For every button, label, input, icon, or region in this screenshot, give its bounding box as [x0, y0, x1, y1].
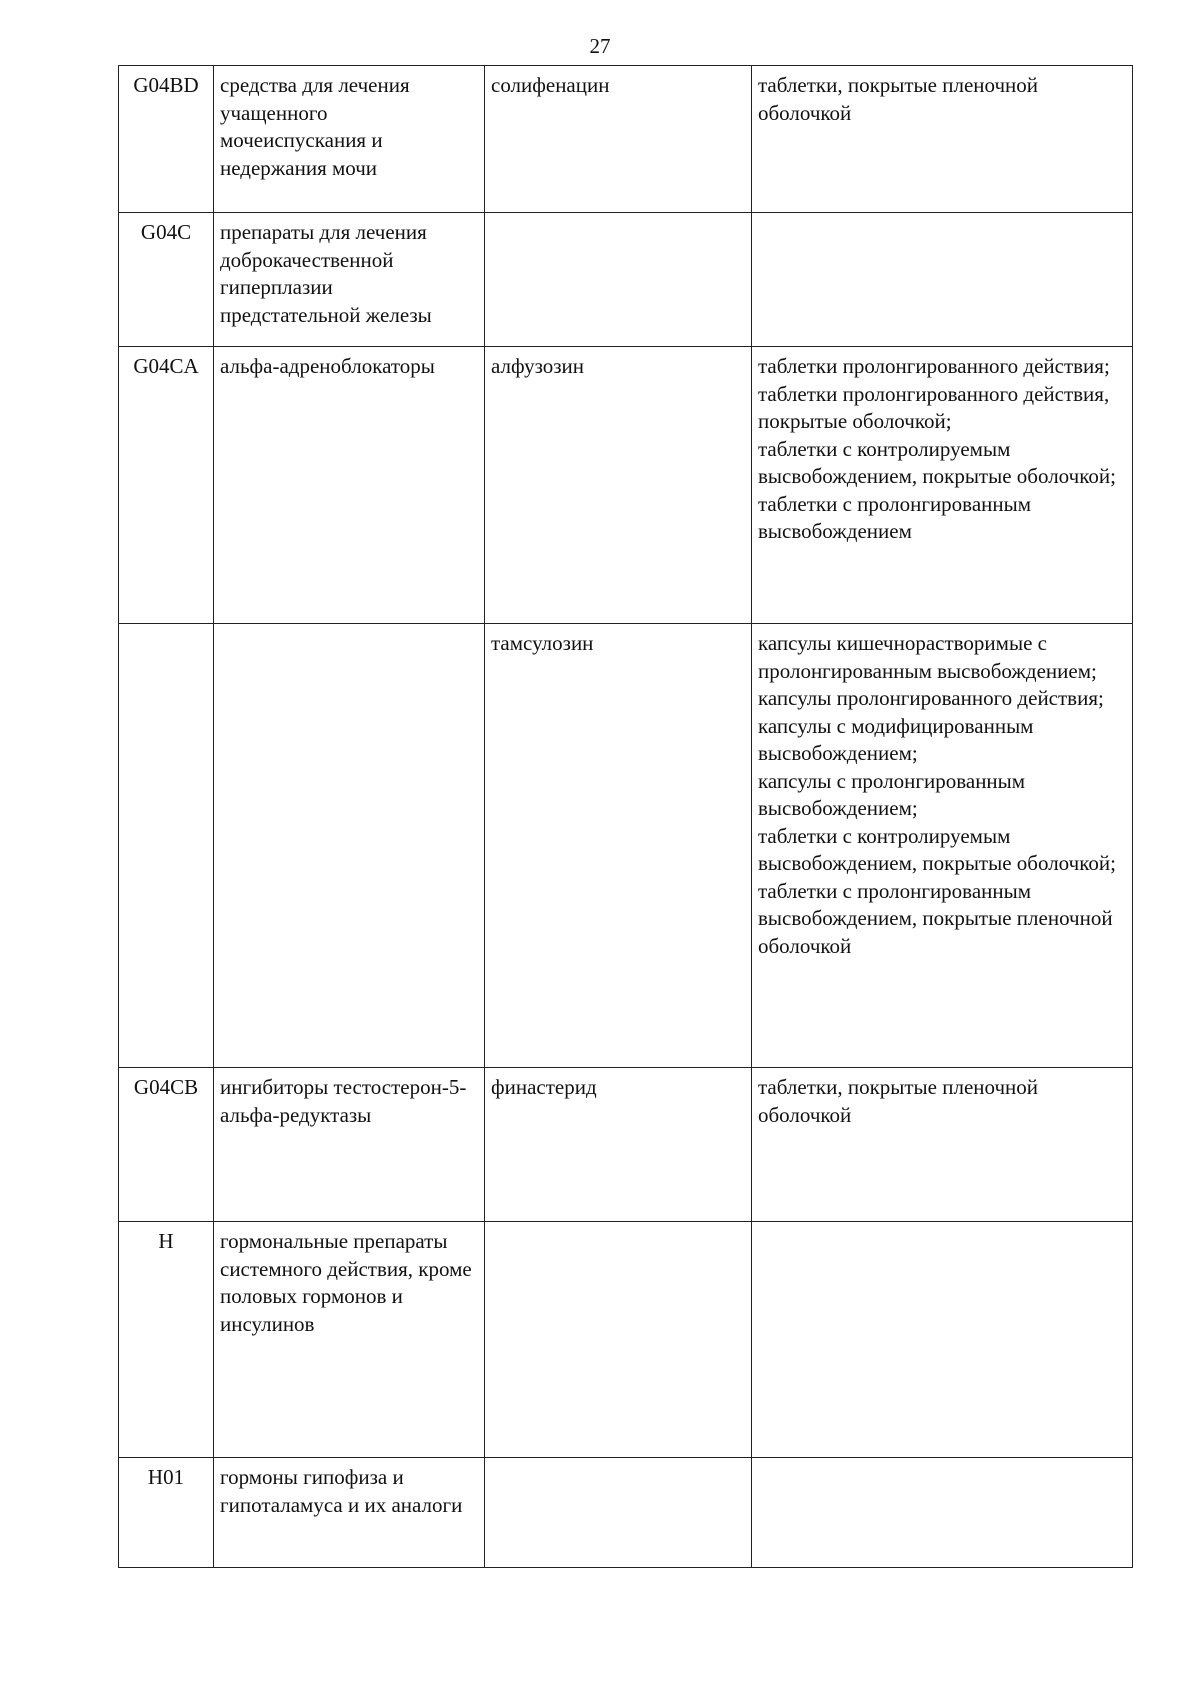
- dosage-forms-cell: [752, 213, 1133, 347]
- dosage-form: капсулы кишечнорастворимые с пролонгированным высвобождением;: [758, 631, 1097, 683]
- group-name-cell: ингибиторы тестостерон-5-альфа-редуктазы: [214, 1068, 485, 1222]
- table-row: [119, 1068, 1133, 1222]
- atc-code-cell: G04CA: [119, 347, 214, 624]
- table-row: [119, 213, 1133, 347]
- substance-cell: [485, 1222, 752, 1458]
- group-name-cell: гормоны гипофиза и гипоталамуса и их аналоги: [214, 1458, 485, 1568]
- drug-classification-table: [118, 65, 1133, 1568]
- substance-cell: тамсулозин: [485, 624, 752, 1068]
- dosage-form: таблетки с пролонгированным высвобождением: [758, 491, 1032, 543]
- dosage-form: таблетки, покрытые пленочной оболочкой: [758, 1075, 1039, 1127]
- table-row: [119, 66, 1133, 213]
- atc-code-cell: H: [119, 1222, 214, 1458]
- page-number: 27: [589, 34, 611, 58]
- dosage-forms-cell: [752, 1458, 1133, 1568]
- dosage-forms-cell: [752, 1222, 1133, 1458]
- group-name-cell: альфа-адреноблокаторы: [214, 347, 485, 624]
- table-row: [119, 624, 1133, 1068]
- dosage-form: таблетки с пролонгированным высвобождением, покрытые пленочной оболочкой: [758, 878, 1113, 958]
- group-name-cell: [214, 624, 485, 1068]
- atc-code-cell: G04BD: [119, 66, 214, 213]
- substance-cell: [485, 213, 752, 347]
- dosage-form: таблетки, покрытые пленочной оболочкой: [758, 73, 1039, 125]
- dosage-form: капсулы с модифицированным высвобождением;: [758, 713, 1034, 765]
- table-row: [119, 1458, 1133, 1568]
- table-row: [119, 347, 1133, 624]
- dosage-form: капсулы пролонгированного действия;: [758, 686, 1104, 710]
- group-name-cell: гормональные препараты системного действия, кроме половых гормонов и инсулинов: [214, 1222, 485, 1458]
- group-name-cell: средства для лечения учащенного мочеиспускания и недержания мочи: [214, 66, 485, 213]
- table-row: [119, 1222, 1133, 1458]
- substance-cell: солифенацин: [485, 66, 752, 213]
- atc-code-cell: G04CB: [119, 1068, 214, 1222]
- dosage-forms-cell: [752, 624, 1133, 1068]
- dosage-form: таблетки пролонгированного действия;: [758, 354, 1110, 378]
- atc-code-cell: H01: [119, 1458, 214, 1568]
- dosage-form: таблетки пролонгированного действия, покрытые оболочкой;: [758, 381, 1110, 433]
- group-name-cell: препараты для лечения доброкачественной гиперплазии предстательной железы: [214, 213, 485, 347]
- dosage-forms-cell: [752, 66, 1133, 213]
- dosage-form: таблетки с контролируемым высвобождением, покрытые оболочкой;: [758, 823, 1116, 875]
- atc-code-cell: [119, 624, 214, 1068]
- dosage-form: таблетки с контролируемым высвобождением, покрытые оболочкой;: [758, 436, 1116, 488]
- dosage-form: капсулы с пролонгированным высвобождением;: [758, 768, 1026, 820]
- dosage-forms-cell: [752, 347, 1133, 624]
- dosage-forms-cell: [752, 1068, 1133, 1222]
- substance-cell: финастерид: [485, 1068, 752, 1222]
- substance-cell: алфузозин: [485, 347, 752, 624]
- substance-cell: [485, 1458, 752, 1568]
- atc-code-cell: G04C: [119, 213, 214, 347]
